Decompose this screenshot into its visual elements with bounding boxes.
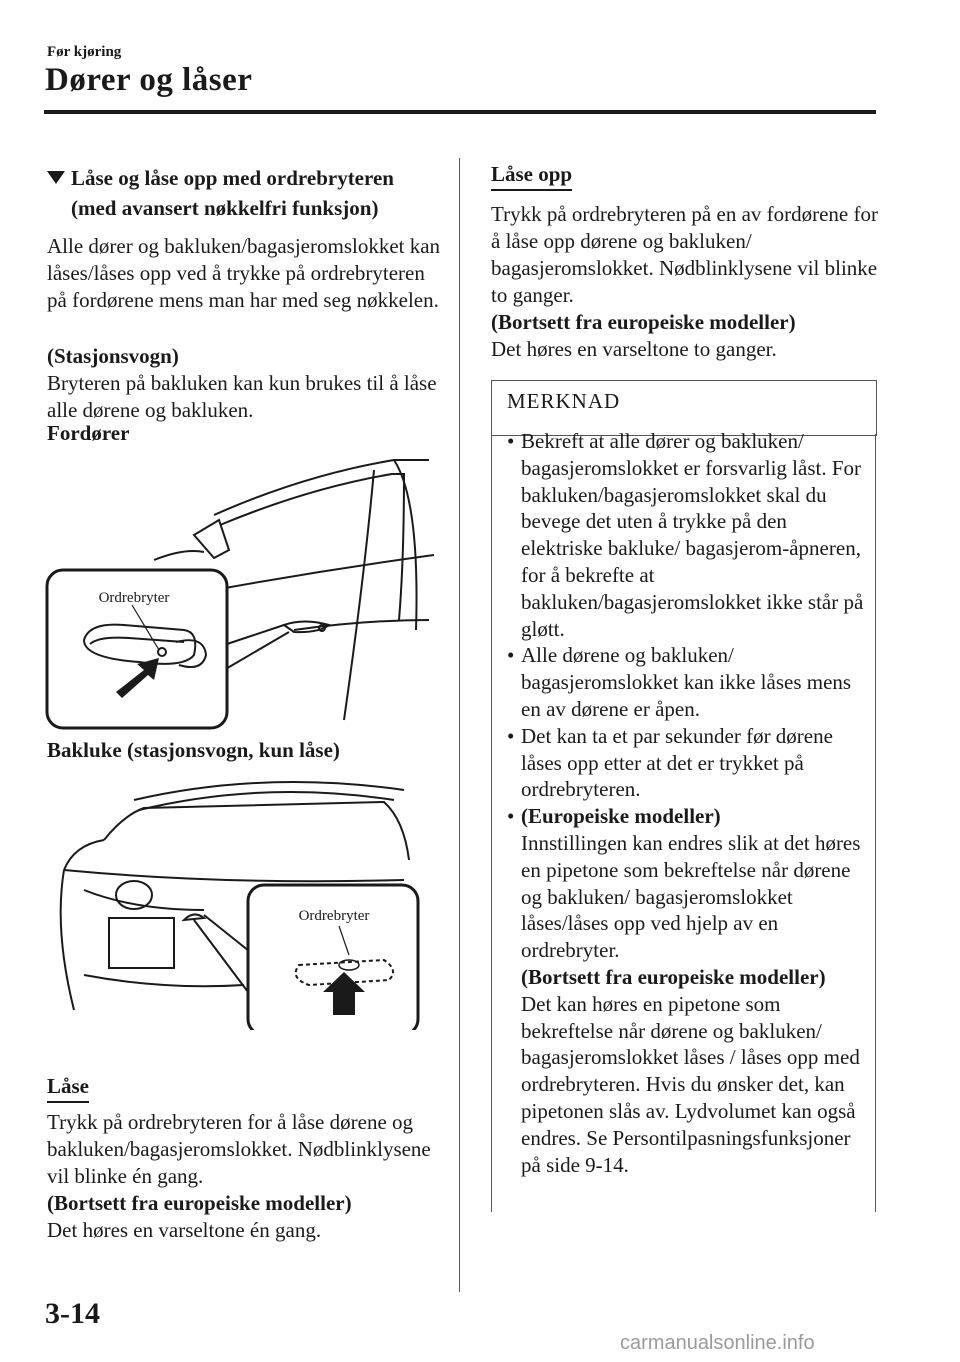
bullet-icon: •	[507, 429, 515, 453]
note-non-eu-body: Det kan høres en pipetone som bekreftelse når dørene og bakluken/ bagasjeromslokket låses / låses opp med ordrebryteren. Hvis du ønsker det, kan pipetonen slås av. Lydvolumet kan også endres. Se Persontilpasningsfunksjoner på side 9-14.	[521, 991, 860, 1177]
tailgate-illustration	[44, 760, 434, 1030]
lock-body	[47, 1109, 447, 1244]
lock-non-eu-paragraph: Det høres en varseltone én gang.	[47, 1218, 322, 1242]
unlock-paragraph: Trykk på ordrebryteren på en av fordørene for å låse opp dørene og bakluken/ bagasjeromslokket. Nødblinklysene vil blinke to ganger.	[491, 202, 878, 307]
fig2-label: Ordrebryter	[298, 908, 370, 924]
wagon-paragraph: Bryteren på bakluken kan kun brukes til å låse alle dørene og bakluken.	[47, 371, 437, 422]
page-title: Dører og låser	[45, 62, 253, 98]
fig1-label: Ordrebryter	[98, 590, 170, 606]
note-item	[507, 803, 867, 1178]
tailgate-caption: Bakluke (stasjonsvogn, kun låse)	[47, 738, 340, 762]
note-left-border	[491, 434, 492, 1212]
note-item: • Alle dørene og bakluken/ bagasjeromslokket kan ikke låses mens en av dørene er åpen.	[507, 643, 852, 721]
bullet-icon: •	[507, 723, 515, 748]
triangle-marker-icon	[47, 171, 65, 184]
lock-subheading: Låse	[47, 1074, 89, 1103]
watermark: carmanualsonline.info	[620, 1332, 815, 1354]
bullet-icon: •	[507, 643, 515, 668]
note-right-border	[875, 434, 876, 1212]
note-item: • Det kan ta et par sekunder før dørene låses opp etter at det er trykket på ordrebryteren.	[507, 723, 833, 802]
heading-line-2: (med avansert nøkkelfri funksjon)	[71, 196, 379, 220]
note-eu-heading: (Europeiske modeller)	[521, 804, 721, 829]
intro-paragraph: Alle dører og bakluken/bagasjeromslokket kan låses/låses opp ved å trykke på ordrebryteren på fordørene mens man har med seg nøkkelen.	[47, 234, 441, 312]
unlock-subheading: Låse opp	[491, 162, 572, 191]
front-door-illustration	[44, 440, 434, 735]
unlock-non-eu-heading: (Bortsett fra europeiske modeller)	[491, 310, 796, 334]
lock-paragraph: Trykk på ordrebryteren for å låse dørene og bakluken/bagasjeromslokket. Nødblinklysene vil blinke én gang.	[47, 1110, 431, 1188]
section-label: Før kjøring	[47, 44, 122, 60]
page-number: 3-14	[45, 1297, 100, 1330]
front-doors-caption: Fordører	[47, 421, 130, 445]
note-item: • Bekreft at alle dører og bakluken/ bagasjeromslokket er forsvarlig låst. For bakluken/bagasjeromslokket skal du bevege det uten å trykke på den elektriske bakluke/ bagasjerom-åpneren, for å bekrefte at bakluken/bagasjeromslokket ikke står på gløtt.	[507, 429, 864, 641]
note-eu-body: Innstillingen kan endres slik at det høres en pipetone som bekreftelse når dørene og bakluken/ bagasjeromslokket låses/låses opp ved hjelp av en ordrebryter.	[521, 830, 861, 963]
column-divider	[459, 158, 460, 1292]
title-rule	[44, 110, 876, 114]
heading-line-1: Låse og låse opp med ordrebryteren	[71, 166, 394, 190]
note-title: MERKNAD	[507, 389, 621, 413]
unlock-body	[491, 201, 881, 363]
note-non-eu-heading: (Bortsett fra europeiske modeller)	[521, 964, 826, 989]
note-list	[507, 428, 867, 1178]
section-heading	[47, 163, 447, 223]
wagon-subtitle: (Stasjonsvogn)	[47, 344, 179, 368]
lock-non-eu-heading: (Bortsett fra europeiske modeller)	[47, 1191, 352, 1215]
unlock-non-eu-paragraph: Det høres en varseltone to ganger.	[491, 337, 777, 361]
bullet-icon: •	[507, 804, 515, 829]
